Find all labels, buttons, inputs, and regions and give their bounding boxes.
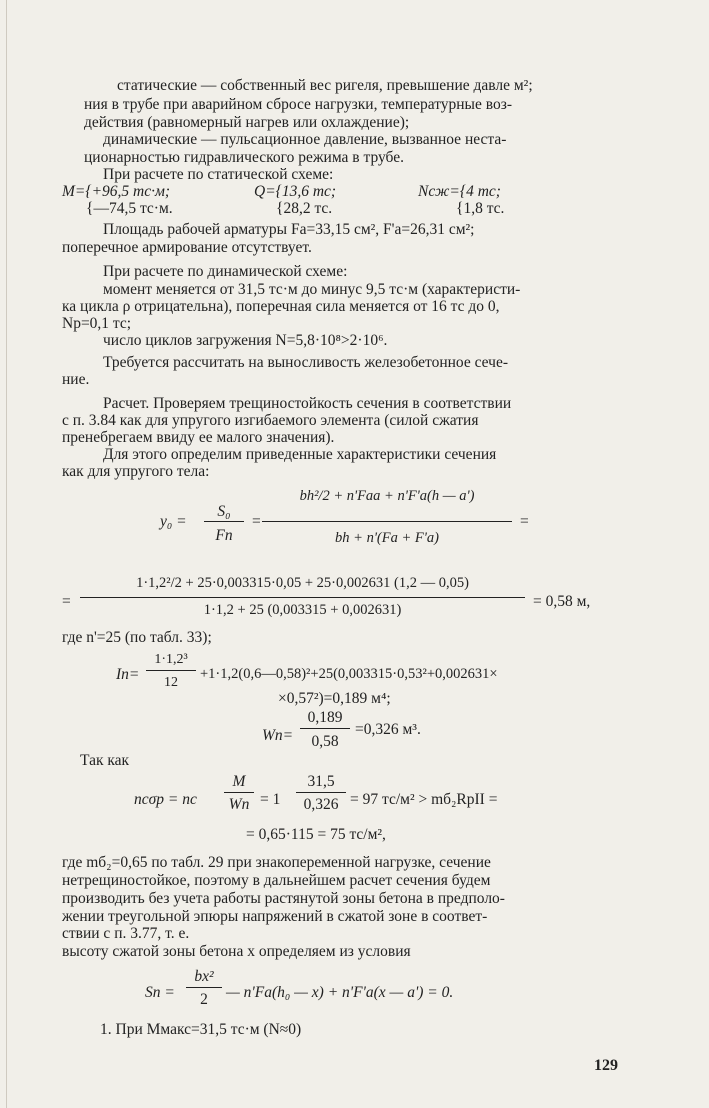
text-line: Площадь рабочей арматуры Fа=33,15 см², F'а=26,31 см²; [103, 221, 475, 238]
formula-sp-rest: — n'Fа(h₀ — x) + n'F'а(x — a') = 0. [226, 984, 454, 1001]
text-line: Для этого определим приведенные характеристики сечения [103, 446, 497, 463]
text-line: ния в трубе при аварийном сбросе нагрузки, температурные воз- [84, 96, 512, 113]
text-line: с п. 3.84 как для упругого изгибаемого элемента (силой сжатия [62, 412, 479, 429]
formula-sp-numerator: bx² [194, 968, 214, 985]
formula-y0-lhs: y₀ = [160, 513, 187, 530]
page-number: 129 [594, 1057, 618, 1074]
formula-ip-lhs: Iп= [116, 666, 140, 683]
formula-eq: = 1 [260, 791, 281, 808]
shear-values: {28,2 тс. [276, 200, 333, 217]
text-line: производить без учета работы растянутой зоны бетона в предполо- [62, 890, 505, 907]
text-line: При расчете по динамической схеме: [103, 263, 348, 280]
formula-wp-denominator: 0,58 [311, 733, 339, 750]
formula-sigma-denominator: 0,326 [303, 796, 339, 813]
text-line: момент меняется от 31,5 тс·м до минус 9,5 тс·м (характеристи- [103, 281, 521, 298]
formula-result: = 0,58 м, [533, 593, 591, 610]
formula-wp-numerator: 0,189 [307, 709, 343, 726]
formula-sp-denominator: 2 [200, 991, 208, 1008]
formula-sigma-wp: Wп [228, 796, 250, 813]
text-line: Расчет. Проверяем трещиностойкость сечения в соответствии [103, 395, 512, 412]
text-line: нетрещиностойкое, поэтому в дальнейшем расчет сечения будем [62, 872, 491, 889]
formula-y0-value-numerator: 1·1,2²/2 + 25·0,003315·0,05 + 25·0,002631 (1,2 — 0,05) [136, 575, 469, 591]
formula-ip-numerator: 1·1,2³ [154, 652, 188, 667]
formula-ip-rest: +1·1,2(0,6—0,58)²+25(0,003315·0,53²+0,002631× [200, 666, 498, 682]
formula-sigma-numerator: 31,5 [307, 773, 335, 790]
compression-values: Nсж={4 тс; [418, 183, 501, 200]
fraction-bar [224, 792, 254, 793]
text-line: где n'=25 (по табл. 33); [62, 629, 212, 646]
formula-ip-continuation: ×0,57²)=0,189 м⁴; [278, 690, 391, 707]
fraction-bar [204, 521, 244, 522]
formula-y0-numerator: bh²/2 + n'Fаa + n'F'а(h — a') [299, 488, 475, 504]
text-line: Требуется рассчитать на выносливость железобетонное сече- [103, 354, 509, 371]
formula-sigma-continuation: = 0,65·115 = 75 тс/м², [246, 826, 386, 843]
binding-edge [6, 0, 7, 1108]
formula-eq: = [62, 593, 71, 610]
formula-fp: Fп [215, 527, 233, 544]
text-line: поперечное армирование отсутствует. [62, 239, 312, 256]
text-line: как для упругого тела: [62, 463, 210, 480]
formula-eq: = [252, 513, 261, 530]
text-line: 1. При Mмакс=31,5 тс·м (N≈0) [100, 1021, 302, 1038]
text-line: жении треугольной эпюры напряжений в сжатой зоне в соответ- [62, 908, 488, 925]
formula-wp-result: =0,326 м³. [355, 721, 421, 738]
moment-values: M={+96,5 тс·м; [62, 183, 171, 200]
fraction-bar [186, 987, 222, 988]
fraction-bar [146, 670, 196, 671]
text-line: действия (равномерный нагрев или охлаждение); [84, 114, 410, 131]
formula-ip-denominator: 12 [164, 675, 178, 690]
moment-values: {—74,5 тс·м. [86, 200, 173, 217]
formula-sigma-lhs: nсσр = nс [134, 791, 197, 808]
text-line: При расчете по статической схеме: [103, 166, 334, 183]
formula-wp-lhs: Wп= [262, 727, 294, 744]
text-line: где mб₂=0,65 по табл. 29 при знакопеременной нагрузке, сечение [62, 854, 491, 871]
formula-y0-value-denominator: 1·1,2 + 25 (0,003315 + 0,002631) [203, 602, 402, 618]
compression-values: {1,8 тс. [456, 200, 505, 217]
shear-values: Q={13,6 тс; [254, 183, 337, 200]
formula-sigma-m: M [232, 773, 246, 790]
fraction-bar [296, 792, 346, 793]
fraction-bar [300, 728, 350, 729]
formula-sigma-result: = 97 тс/м² > mб₂RрII = [350, 791, 498, 808]
text-line: ние. [62, 371, 90, 388]
text-line: ствии с п. 3.77, т. е. [62, 925, 190, 942]
formula-s0: S₀ [217, 503, 231, 520]
text-line: статические — собственный вес ригеля, превышение давле м²; [117, 77, 533, 94]
text-line: высоту сжатой зоны бетона x определяем из условия [62, 943, 411, 960]
formula-sp-lhs: Sп = [145, 984, 175, 1001]
fraction-bar [262, 521, 512, 522]
text-line: ционарностью гидравлического режима в трубе. [84, 149, 404, 166]
fraction-bar [80, 597, 525, 598]
text-line: Так как [80, 752, 130, 769]
formula-y0-denominator: bh + n'(Fа + F'а) [335, 530, 439, 546]
text-line: Nр=0,1 тс; [62, 315, 132, 332]
text-line: пренебрегаем ввиду ее малого значения). [62, 429, 335, 446]
formula-eq: = [520, 513, 529, 530]
text-line: число циклов загружения N=5,8·10⁸>2·10⁶. [103, 332, 388, 349]
text-line: динамические — пульсационное давление, вызванное неста- [103, 131, 507, 148]
text-line: ка цикла ρ отрицательна), поперечная сила меняется от 16 тс до 0, [62, 298, 500, 315]
